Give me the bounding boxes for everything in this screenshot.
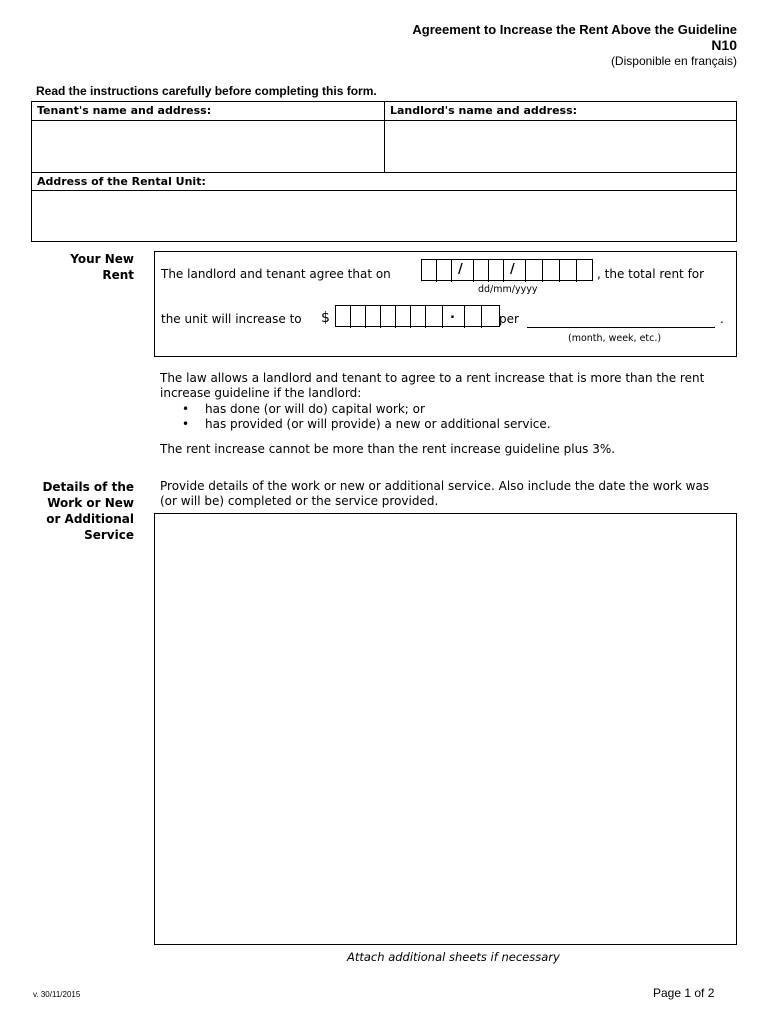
date-separator-cell: [504, 260, 526, 282]
parties-table: [31, 101, 737, 242]
attach-sheets-note: Attach additional sheets if necessary: [347, 950, 560, 964]
section-label-line: Rent: [102, 268, 134, 282]
date-separator: /: [458, 262, 463, 277]
divider: [32, 190, 736, 191]
effective-date-input[interactable]: [421, 259, 593, 281]
amount-digit-cell: [396, 306, 411, 328]
law-info-intro: The law allows a landlord and tenant to agree to a rent increase that is more than the rent increase guideline if the landlord:: [160, 371, 705, 400]
date-digit-cell: [474, 260, 489, 282]
date-digit-cell: [437, 260, 452, 282]
rent-amount-input[interactable]: [335, 305, 500, 327]
date-digit-cell: [489, 260, 504, 282]
page-number: Page 1 of 2: [653, 986, 715, 1000]
landlord-name-address-label: Landlord's name and address:: [390, 104, 578, 117]
section-label-line: or Additional: [46, 512, 134, 526]
amount-digit-cell: [411, 306, 426, 328]
version-label: v. 30/11/2015: [33, 990, 81, 999]
amount-digit-cell: [366, 306, 381, 328]
decimal-point: .: [450, 307, 455, 322]
date-separator-cell: [452, 260, 474, 282]
date-digit-cell: [543, 260, 560, 282]
law-condition-item: • has done (or will do) capital work; or: [180, 402, 730, 417]
tenant-name-address-field[interactable]: [34, 122, 382, 170]
section-label-line: Your New: [70, 252, 134, 266]
date-digit-cell: [526, 260, 543, 282]
rent-increase-limit-text: The rent increase cannot be more than the rent increase guideline plus 3%.: [160, 442, 616, 456]
section-label-line: Details of the: [42, 480, 134, 494]
agreement-sentence-part3: the unit will increase to: [161, 312, 302, 326]
law-info: [160, 371, 730, 457]
rental-unit-address-field[interactable]: [34, 192, 734, 240]
rent-period-field[interactable]: [527, 327, 715, 328]
form-title: Agreement to Increase the Rent Above the Guideline: [412, 22, 737, 37]
cents-digit-cell: [465, 306, 482, 328]
section-label-line: Service: [84, 528, 134, 542]
divider: [32, 172, 736, 173]
per-label: per: [499, 312, 519, 326]
date-digit-cell: [422, 260, 437, 282]
details-text-area[interactable]: [154, 513, 737, 945]
date-digit-cell: [560, 260, 577, 282]
rent-period-hint: (month, week, etc.): [568, 333, 662, 344]
tenant-name-address-label: Tenant's name and address:: [37, 104, 212, 117]
french-availability-note: (Disponible en français): [610, 54, 737, 68]
form-number: N10: [711, 37, 737, 53]
date-format-hint: dd/mm/yyyy: [478, 284, 538, 295]
amount-digit-cell: [336, 306, 351, 328]
dollar-sign: $: [321, 310, 330, 326]
law-condition-item: • has provided (or will provide) a new or additional service.: [180, 417, 730, 432]
landlord-name-address-field[interactable]: [387, 122, 734, 170]
details-section-label: [30, 479, 134, 543]
amount-digit-cell: [351, 306, 366, 328]
your-new-rent-section-label: [30, 251, 134, 283]
section-label-line: Work or New: [47, 496, 134, 510]
date-separator: /: [510, 262, 515, 277]
divider: [384, 102, 385, 172]
sentence-period: .: [720, 312, 724, 326]
amount-digit-cell: [426, 306, 443, 328]
law-conditions-list: [180, 402, 730, 432]
new-rent-box: [154, 251, 737, 357]
details-prompt: Provide details of the work or new or additional service. Also include the date the work was (or will be) completed or the service provided.: [160, 479, 710, 508]
instructions-text: Read the instructions carefully before completing this form.: [36, 84, 377, 98]
agreement-sentence-part1: The landlord and tenant agree that on: [161, 267, 391, 281]
agreement-sentence-part2: , the total rent for: [597, 267, 705, 281]
rental-unit-address-label: Address of the Rental Unit:: [37, 175, 206, 188]
amount-digit-cell: [381, 306, 396, 328]
